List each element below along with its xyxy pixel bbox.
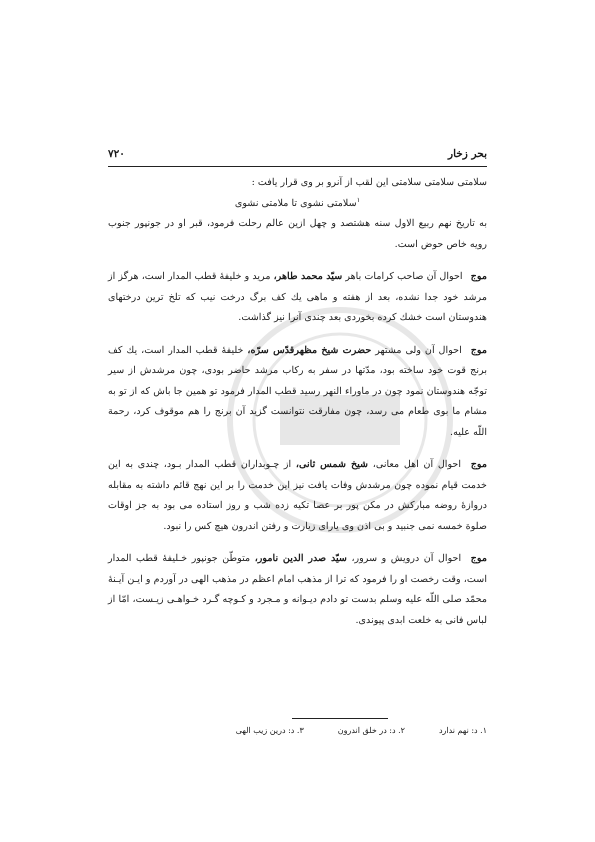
paragraph-sadruddin: موج احوال آن درویش و سرور، سیّد صدر الدین نامور، متوطّن جونپور خـلیفهٔ قطب المدار است، وقت رخصت او را فرمود که ترا از مذهب امام اعظم در مذهب الهی در آوردم و ایـن آیـنهٔ محمّد صلی اللّه علیه وسلم بدست تو دادم دیـوانه و مـجرد و کـوچه گـرد خـواهـی زیـست، امّا از لباس فانی به خلعت ابدی پیوندی. [108,553,487,626]
section-marker: موج [470,553,487,564]
running-header [108,148,487,164]
paragraph-mazhar: موج احوال آن ولی مشتهر حضرت شیخ مظهرقدّس سرّه، خلیفهٔ قطب المدار است، یك کف برنج قوت خود ساخته بود، مدّتها در سفر به رکاب مرشد حاضر بودی، چون مرشدش از سیر توجّه هندوستان نمود چون در ماوراء النهر رسید قطب المدار فرمود تو همین جا باش که از تو به مشام ما بوی طعام می رسد، چون مفارقت نتوانست گزید آن برنج را هم موقوف کرد، رحمة اللّه علیه. [108,344,487,438]
paragraph-intro: سلامتی سلامتی سلامتی این لقب از آنرو بر وی قرار یافت : [251,177,487,188]
paragraph-date: به تاریخ نهم ربیع الاول سنه هشتصد و چهل ازین عالم رحلت فرمود، قبر او در جونپور جنوب رویه خاص حوض است. [108,218,487,250]
page-number: ۷۲۰ [108,148,125,160]
paragraph-shams: موج احوال آن اهل معانی، شیخ شمس ثانی، از چـوبداران قطب المدار بـود، چندی به این خدمت قیام نموده چون مرشدش وفات یافت نیز این خدمت را بر این نهج قائم داشته به مقابله دروازهٔ روضه مبارکش در مکن پور بر عصا تکیه زده شب و روز استاده می بود به جز اوقات صلوة خمسه نمی جنبید و بی اذن وی یارای زیارت و رفتن اندرون هیچ کس را نبود. [108,459,487,532]
section-marker: موج [470,271,487,282]
section-marker: موج [470,459,487,470]
verse-line: $^۱$سلامتی نشوی تا ملامتی نشوی [234,195,361,209]
person-name: شیخ شمس ثانی، [295,459,369,470]
person-name: سیّد صدر الدین نامور، [254,553,347,564]
header-title: بحر زخار [448,148,487,160]
paragraph-tahir: موج احوال آن صاحب کرامات باهر سیّد محمد طاهر، مرید و خلیفهٔ قطب المدار است، هرگز از مرشد خود جدا نشده، بعد از هفته و ماهی یك کف برگ درخت نیب که تلخ ترین درختهای هندوستان است خشك کرده بخوردی بعد چندی آنرا نیز گذاشت. [108,271,487,323]
footnote-rule [292,718,388,719]
footnote-2: ۲. د: در خلق اندرون [337,726,405,735]
footnote-1: ۱. د: نهم ندارد [438,726,487,735]
main-text [108,173,487,631]
footnote-3: ۳. د: درین زیب الهی [235,726,304,735]
section-marker: موج [470,344,487,356]
person-name: حضرت شیخ مظهرقدّس سرّه، [247,344,372,356]
person-name: سیّد محمد طاهر، [273,271,343,282]
footnotes [108,726,487,735]
header-rule [108,166,487,167]
